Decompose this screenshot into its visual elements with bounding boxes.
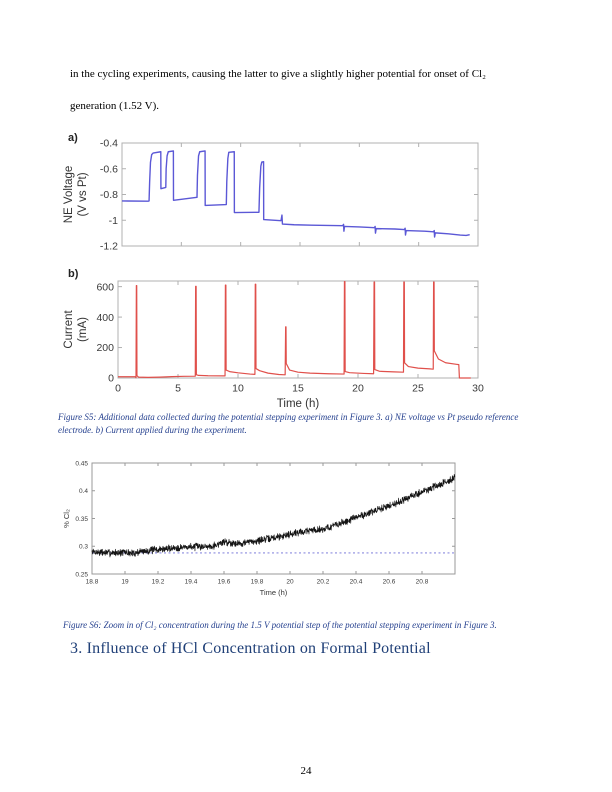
x-tick-label: 20	[352, 382, 364, 395]
x-tick-label: 0	[115, 382, 121, 395]
voltage-y-axis-label: NE Voltage	[63, 165, 75, 224]
cl2-y-axis-label: % Cl₂	[62, 509, 71, 528]
y-tick-label: 200	[96, 342, 114, 355]
page-number: 24	[300, 765, 312, 777]
x-tick-label: 5	[175, 382, 181, 395]
y-tick-label: -0.8	[99, 189, 118, 202]
x-tick-label: 19.6	[217, 578, 231, 586]
current-y-axis-label: (mA)	[77, 317, 89, 342]
figure-s5-caption-line-2: electrode. b) Current applied during the experiment.	[58, 425, 247, 435]
y-tick-label: -0.4	[99, 137, 118, 150]
x-tick-label: 20.8	[415, 578, 429, 586]
y-tick-label: 0.4	[78, 488, 88, 496]
y-tick-label: 0.45	[75, 460, 88, 468]
x-tick-label: 25	[412, 382, 424, 395]
current-axes-box	[118, 281, 478, 378]
x-tick-label: 20.4	[349, 578, 363, 586]
figure-s6-caption: Figure S6: Zoom in of Cl₂ concentration during the 1.5 V potential step of the potential stepping experiment in Figure 3.	[63, 620, 497, 630]
figure-s5-caption	[58, 411, 518, 437]
figure-s5-caption-line-1: Figure S5: Additional data collected during the potential stepping experiment in Figure 3. a) NE voltage vs Pt pseudo reference	[58, 412, 519, 422]
cl2-plot	[56, 450, 482, 600]
x-tick-label: 15	[292, 382, 304, 395]
x-tick-label: 20	[286, 578, 294, 586]
y-tick-label: -1	[108, 214, 118, 227]
y-tick-label: -0.6	[99, 163, 118, 176]
body-text-line-1: in the cycling experiments, causing the latter to give a slightly higher potential for onset of Cl₂	[70, 68, 486, 80]
current-chart	[56, 264, 492, 414]
y-tick-label: 400	[96, 311, 114, 324]
y-tick-label: 0	[108, 372, 114, 385]
x-tick-label: 19.4	[184, 578, 198, 586]
voltage-chart	[56, 130, 492, 260]
cl2-series-cl2-concentration	[92, 474, 455, 557]
cl2-x-axis-label: Time (h)	[259, 588, 288, 597]
current-y-axis-label: Current	[63, 310, 75, 349]
x-tick-label: 19	[121, 578, 129, 586]
cl2-axes-box	[92, 463, 455, 574]
x-tick-label: 18.8	[85, 578, 99, 586]
x-tick-label: 30	[472, 382, 484, 395]
x-tick-label: 19.8	[250, 578, 264, 586]
current-plot	[56, 264, 492, 414]
voltage-plot	[56, 130, 492, 260]
y-tick-label: -1.2	[99, 240, 118, 253]
section-heading: 3. Influence of HCl Concentration on Formal Potential	[70, 640, 431, 657]
body-text-line-2: generation (1.52 V).	[70, 100, 159, 112]
y-tick-label: 0.35	[75, 515, 88, 523]
y-tick-label: 600	[96, 281, 114, 294]
x-tick-label: 19.2	[151, 578, 165, 586]
current-x-axis-label: Time (h)	[276, 398, 320, 410]
y-tick-label: 0.3	[78, 543, 88, 551]
x-tick-label: 20.6	[382, 578, 396, 586]
current-series-applied-current	[118, 282, 471, 378]
y-tick-label: 0.25	[75, 571, 88, 579]
cl2-concentration-chart	[56, 450, 482, 600]
subfigure-label-b: b)	[68, 268, 79, 280]
voltage-series-ne-voltage	[122, 151, 470, 237]
x-tick-label: 20.2	[316, 578, 330, 586]
x-tick-label: 10	[232, 382, 244, 395]
voltage-y-axis-label: (V vs Pt)	[77, 172, 89, 217]
subfigure-label-a: a)	[68, 132, 78, 144]
